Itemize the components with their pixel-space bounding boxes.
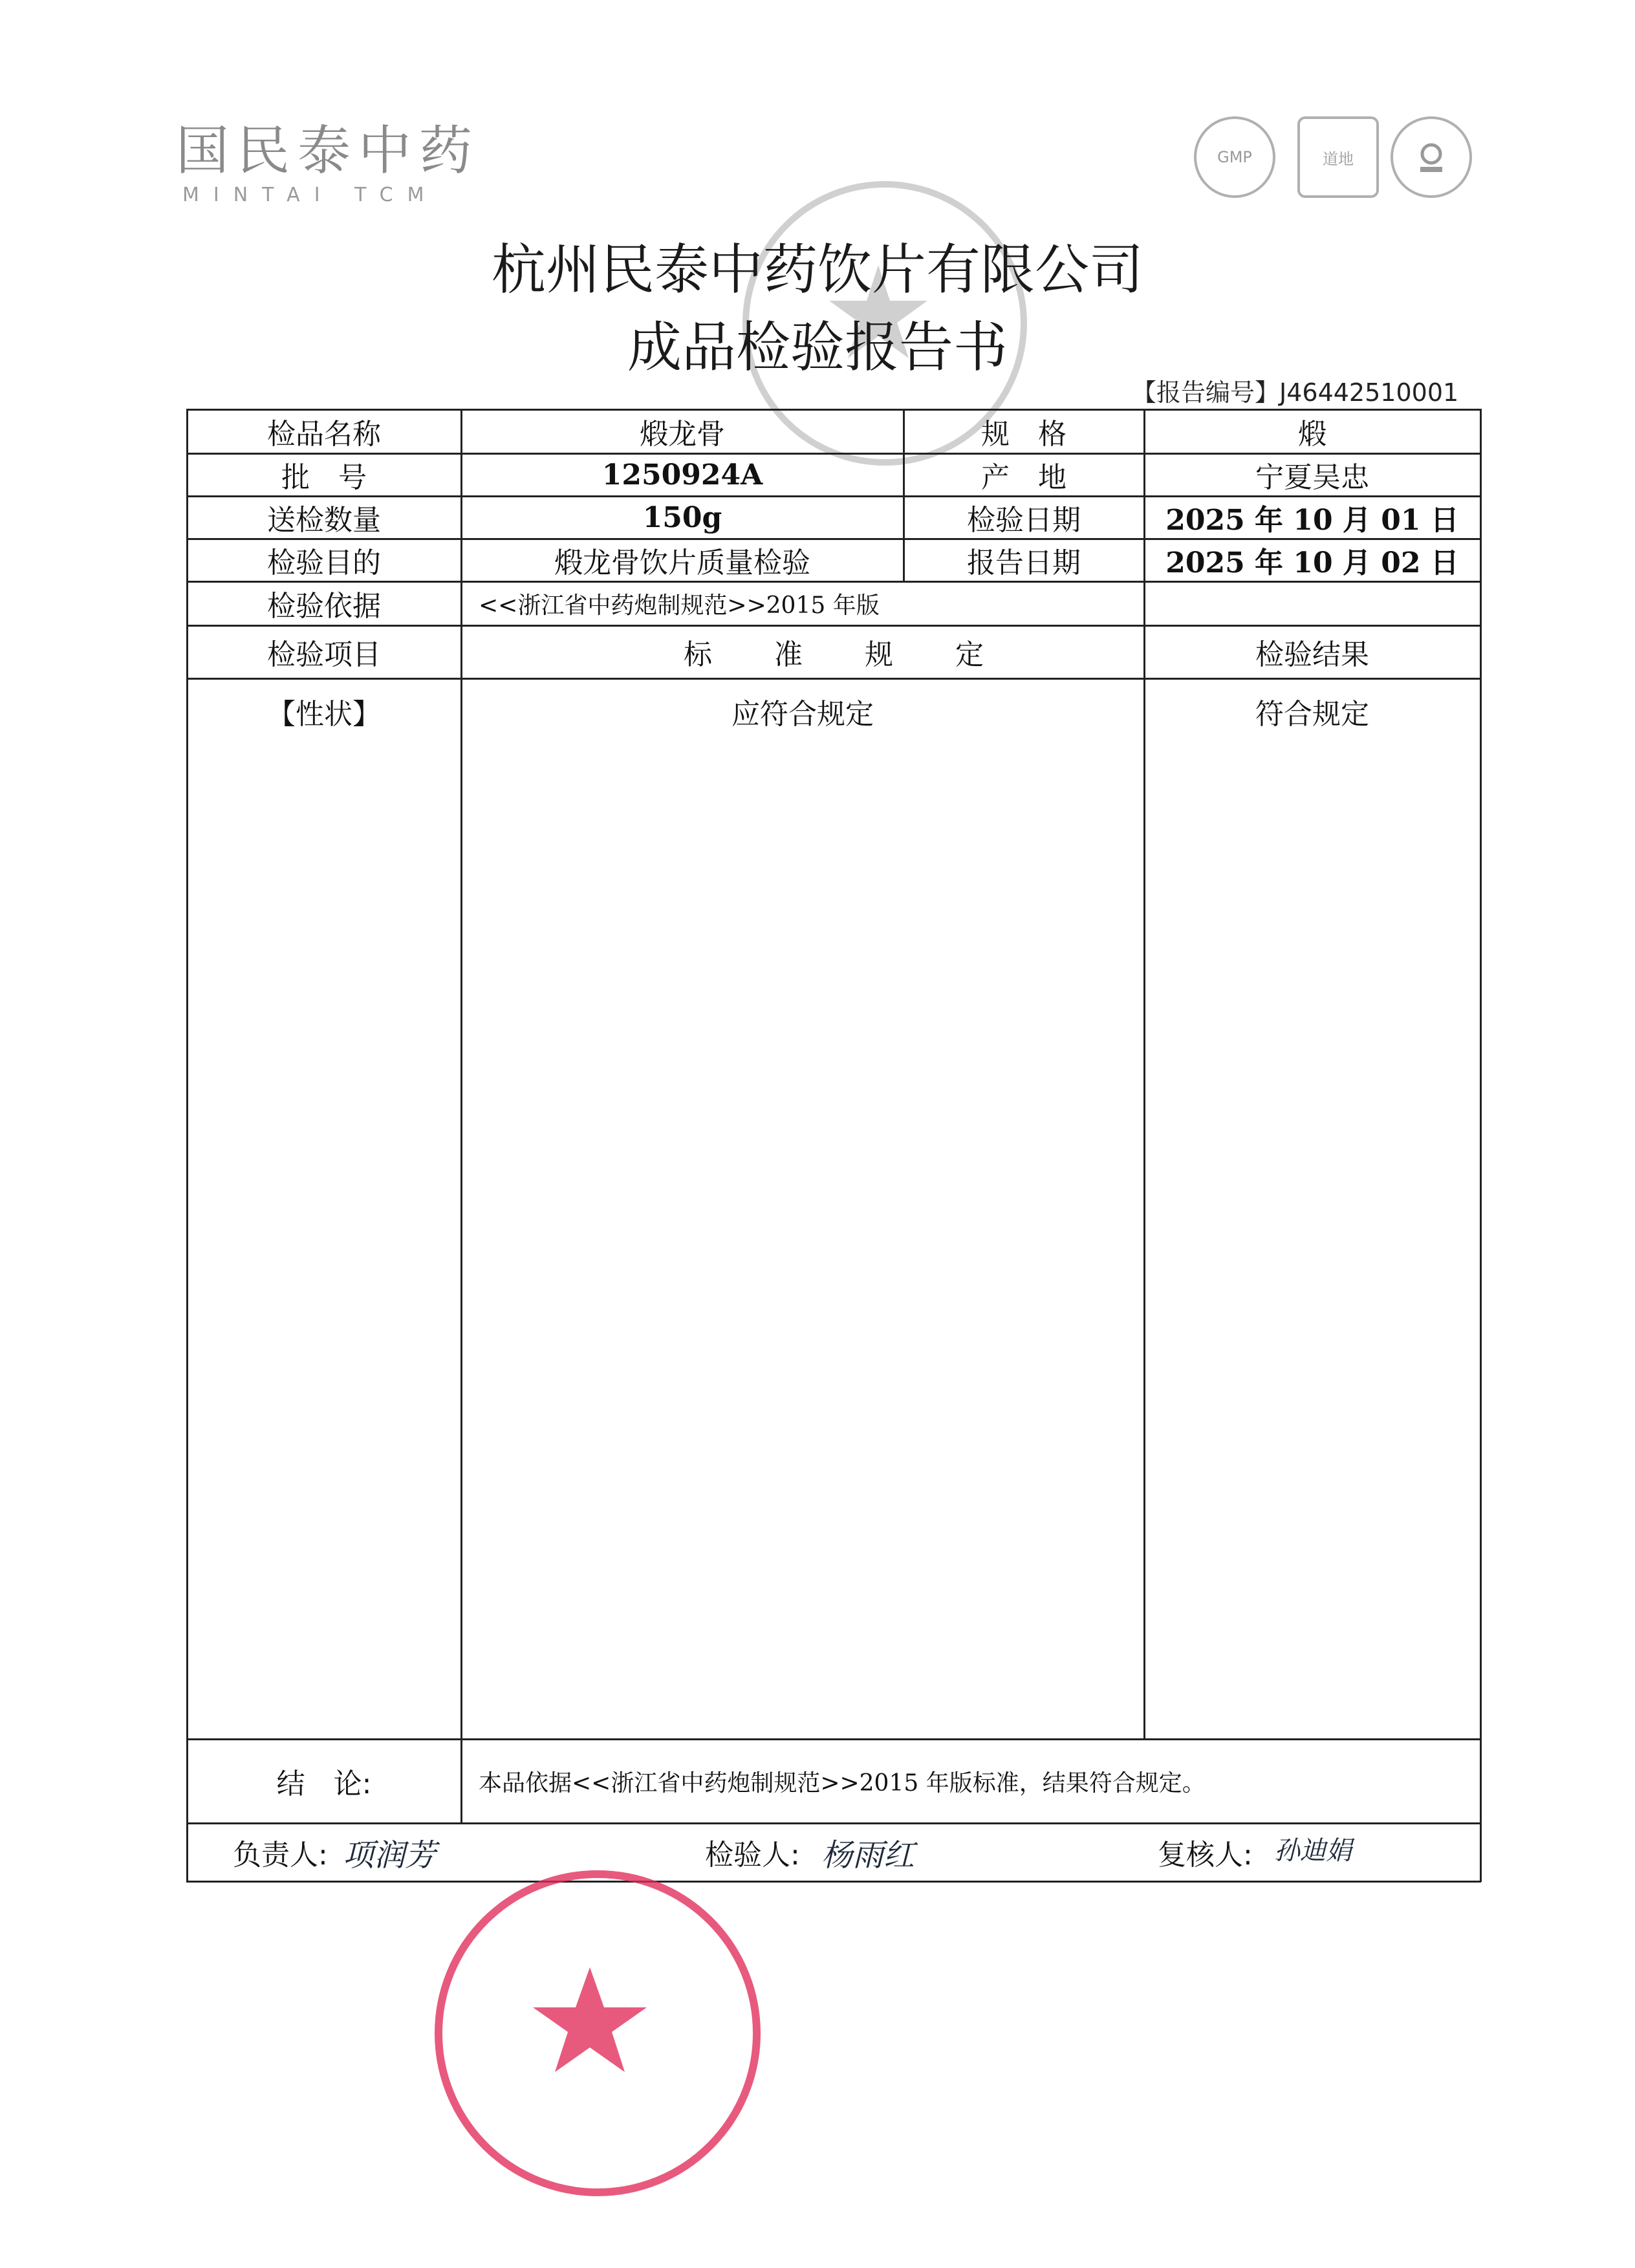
header-result: 检验结果	[1255, 638, 1369, 671]
value-product-name: 煅龙骨	[640, 418, 725, 451]
report-number-value: J46442510001	[1279, 378, 1459, 407]
item-name: 【性状】	[267, 698, 381, 731]
label-conclusion: 结 论:	[276, 1767, 372, 1800]
value-purpose: 煅龙骨饮片质量检验	[554, 546, 810, 579]
label-report-date: 报告日期	[967, 546, 1081, 579]
label-purpose: 检验目的	[267, 546, 381, 579]
microscope-cert-icon	[1391, 116, 1472, 198]
label-responsible: 负责人:	[233, 1839, 328, 1872]
value-spec: 煅	[1298, 418, 1326, 451]
label-batch-no: 批 号	[281, 461, 367, 494]
gmp-cert-icon: GMP	[1194, 116, 1275, 198]
label-product-name: 检品名称	[267, 418, 381, 451]
value-sample-qty: 150g	[642, 501, 722, 534]
label-test-date: 检验日期	[967, 504, 1081, 537]
value-test-date: 2025 年 10 月 01 日	[1165, 504, 1459, 537]
item-standard: 应符合规定	[731, 698, 874, 731]
label-inspector: 检验人:	[705, 1839, 800, 1872]
header-item: 检验项目	[267, 638, 381, 671]
signature-inspector: 杨雨红	[821, 1837, 915, 1874]
company-logo-text: 国民泰中药	[176, 120, 481, 182]
company-title: 杭州民泰中药饮片有限公司	[491, 238, 1143, 301]
header-standard: 标准规定	[684, 638, 1046, 671]
report-number	[1132, 373, 1458, 408]
label-sample-qty: 送检数量	[267, 504, 381, 537]
label-basis: 检验依据	[267, 590, 381, 623]
signature-responsible: 项润芳	[343, 1837, 437, 1874]
value-batch-no: 1250924A	[601, 458, 763, 491]
value-conclusion: 本品依据<<浙江省中药炮制规范>>2015 年版标准，结果符合规定。	[479, 1769, 1206, 1797]
label-spec: 规 格	[981, 418, 1067, 451]
value-basis: <<浙江省中药炮制规范>>2015 年版	[479, 592, 880, 619]
value-origin: 宁夏吴忠	[1255, 461, 1369, 494]
signature-reviewer: 孙迪娟	[1274, 1836, 1352, 1866]
report-number-label: 【报告编号】	[1132, 378, 1280, 407]
item-result: 符合规定	[1255, 698, 1369, 731]
quality-seal	[435, 1870, 761, 2196]
report-title: 成品检验报告书	[627, 316, 1008, 379]
label-origin: 产 地	[981, 461, 1067, 494]
company-logo-english: MINTAI TCM	[182, 184, 439, 206]
value-report-date: 2025 年 10 月 02 日	[1165, 546, 1459, 579]
label-reviewer: 复核人:	[1158, 1839, 1253, 1872]
daodi-cert-icon: 道地	[1297, 116, 1379, 198]
